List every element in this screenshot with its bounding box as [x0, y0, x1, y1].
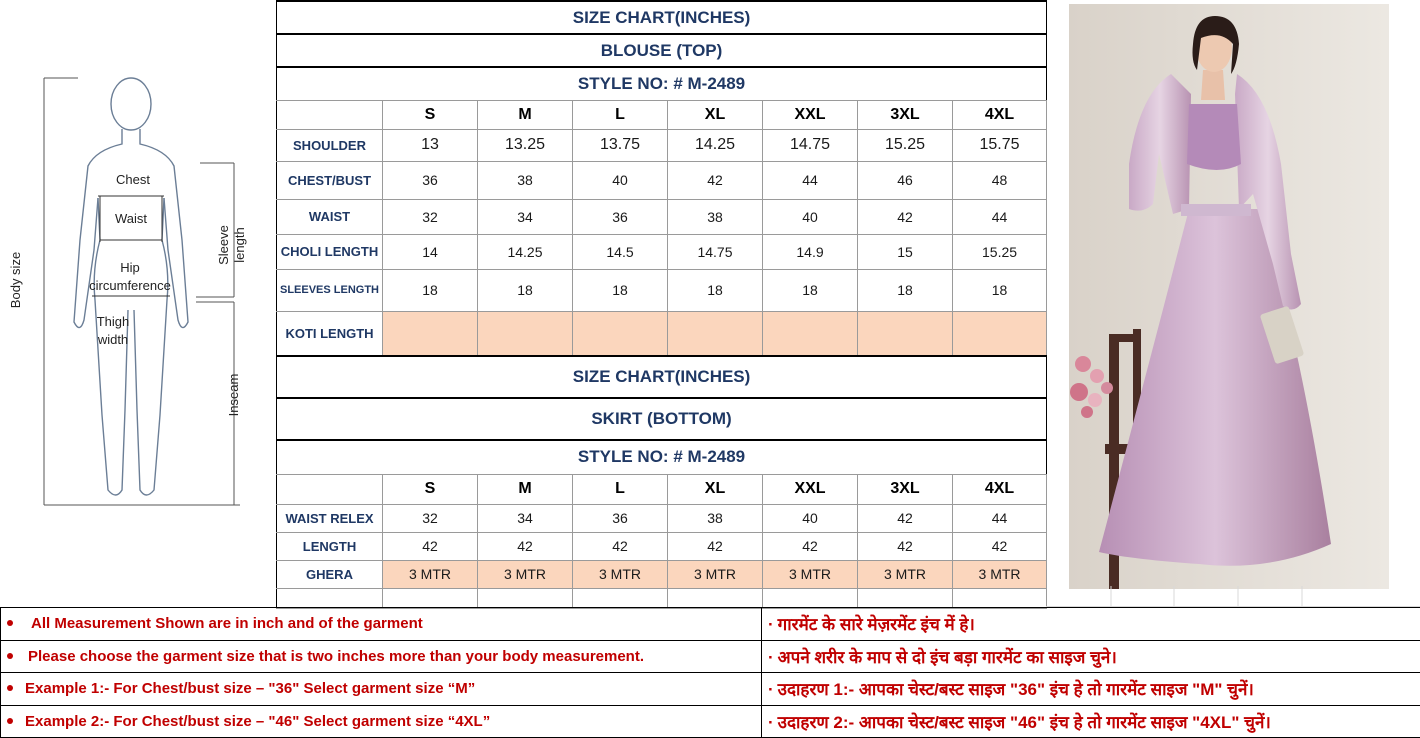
notes-table: [0, 607, 1420, 738]
table-cell: [858, 311, 953, 356]
table-cell: 18: [953, 269, 1047, 311]
table-cell: 40: [573, 161, 668, 199]
size-header: 3XL: [858, 474, 953, 504]
table-cell: 18: [858, 269, 953, 311]
filler-cell: [763, 588, 858, 608]
row-label: WAIST RELEX: [277, 504, 383, 532]
table-cell: 18: [478, 269, 573, 311]
table-cell: 13.25: [478, 129, 573, 161]
table-cell: 42: [858, 504, 953, 532]
table-cell: [953, 311, 1047, 356]
table-cell: [573, 311, 668, 356]
table-cell: 42: [668, 532, 763, 560]
table-cell: 44: [953, 199, 1047, 234]
note-hindi: उदाहरण 2:- आपका चेस्ट/बस्ट साइज "46" इंच हे तो गारमेंट साइज "4XL" चुनें।: [777, 712, 1271, 732]
size-header: 4XL: [953, 474, 1047, 504]
blouse-size-header-row: [277, 100, 1047, 129]
size-header: L: [573, 474, 668, 504]
label-thigh-width: width: [97, 332, 129, 347]
table-cell: 42: [953, 532, 1047, 560]
table-cell: [478, 311, 573, 356]
table-cell: 38: [668, 504, 763, 532]
table-cell: 14.5: [573, 234, 668, 269]
table-row: [277, 311, 1047, 356]
table-cell: 18: [383, 269, 478, 311]
table-cell: 40: [763, 199, 858, 234]
table-cell: 32: [383, 199, 478, 234]
row-label: CHOLI LENGTH: [277, 234, 383, 269]
table-cell: 3 MTR: [668, 560, 763, 588]
table-row: [277, 532, 1047, 560]
table-cell: 34: [478, 504, 573, 532]
note-row: [1, 640, 1420, 673]
body-measurement-diagram: [0, 0, 276, 607]
bullet-icon: [7, 653, 13, 659]
table-cell: 15.25: [858, 129, 953, 161]
size-header: L: [573, 100, 668, 129]
row-label: CHEST/BUST: [277, 161, 383, 199]
table-row: [277, 161, 1047, 199]
table-cell: 42: [763, 532, 858, 560]
table-cell: 44: [763, 161, 858, 199]
table-cell: 18: [573, 269, 668, 311]
table-cell: 36: [573, 504, 668, 532]
row-label: SLEEVES LENGTH: [277, 269, 383, 311]
filler-cell: [668, 588, 763, 608]
label-thigh: Thigh: [96, 314, 130, 329]
row-label: LENGTH: [277, 532, 383, 560]
table-cell: 14.75: [763, 129, 858, 161]
table-cell: [383, 311, 478, 356]
size-chart-table: [276, 0, 1047, 609]
filler-row: [277, 588, 1047, 608]
skirt-section-title: SKIRT (BOTTOM): [277, 398, 1047, 440]
row-label: GHERA: [277, 560, 383, 588]
table-cell: 40: [763, 504, 858, 532]
table-row: [277, 129, 1047, 161]
size-header: XXL: [763, 100, 858, 129]
table-cell: 3 MTR: [478, 560, 573, 588]
note-english: Example 1:- For Chest/bust size – "36" Select garment size “M”: [25, 680, 476, 698]
table-cell: 15: [858, 234, 953, 269]
corner-cell: [277, 474, 383, 504]
table-cell: 14.25: [478, 234, 573, 269]
label-waist: Waist: [114, 211, 148, 226]
table-cell: 42: [668, 161, 763, 199]
note-english: All Measurement Shown are in inch and of the garment: [31, 615, 423, 633]
table-cell: 13.75: [573, 129, 668, 161]
table-row: [277, 269, 1047, 311]
table-cell: 46: [858, 161, 953, 199]
filler-cell: [277, 588, 383, 608]
size-header: XL: [668, 100, 763, 129]
table-cell: 42: [573, 532, 668, 560]
dot-icon: ·: [768, 615, 774, 635]
table-cell: 15.75: [953, 129, 1047, 161]
filler-cell: [383, 588, 478, 608]
note-row: [1, 608, 1420, 641]
size-header: XXL: [763, 474, 858, 504]
table-cell: 18: [668, 269, 763, 311]
table-cell: 34: [478, 199, 573, 234]
label-inseam: Inseam: [226, 373, 241, 417]
note-hindi: गारमेंट के सारे मेज़रमेंट इंच में हे।: [777, 615, 975, 635]
table-row: [277, 199, 1047, 234]
table-cell: 3 MTR: [763, 560, 858, 588]
note-english: Please choose the garment size that is two inches more than your body measurement.: [28, 647, 645, 665]
table-cell: 48: [953, 161, 1047, 199]
table-row: [277, 234, 1047, 269]
blouse-shape: [1187, 104, 1241, 170]
table-cell: 42: [478, 532, 573, 560]
table-row: [277, 560, 1047, 588]
filler-cell: [573, 588, 668, 608]
table-cell: 3 MTR: [858, 560, 953, 588]
table-cell: 36: [573, 199, 668, 234]
label-body-size: Body size: [8, 251, 23, 309]
table-cell: 36: [383, 161, 478, 199]
row-label: SHOULDER: [277, 129, 383, 161]
filler-cell: [858, 588, 953, 608]
table-cell: 14.9: [763, 234, 858, 269]
waistband: [1181, 204, 1251, 216]
table-cell: 14.75: [668, 234, 763, 269]
table-cell: 14.25: [668, 129, 763, 161]
blouse-chart-title: SIZE CHART(INCHES): [277, 1, 1047, 34]
filler-cell: [953, 588, 1047, 608]
table-row: [277, 504, 1047, 532]
table-cell: 3 MTR: [383, 560, 478, 588]
table-cell: 14: [383, 234, 478, 269]
right-grid-lines: [1046, 586, 1420, 607]
table-cell: [763, 311, 858, 356]
size-header: S: [383, 100, 478, 129]
blouse-style-no: STYLE NO: # M-2489: [277, 67, 1047, 100]
label-chest: Chest: [116, 172, 150, 187]
table-cell: 38: [478, 161, 573, 199]
table-cell: 42: [383, 532, 478, 560]
row-label: WAIST: [277, 199, 383, 234]
bullet-icon: [7, 718, 13, 724]
bullet-icon: [7, 620, 13, 626]
label-hip-circumference: circumference: [89, 278, 171, 293]
note-row: [1, 673, 1420, 706]
size-header: 4XL: [953, 100, 1047, 129]
filler-cell: [478, 588, 573, 608]
skirt-size-header-row: [277, 474, 1047, 504]
bullet-icon: [7, 685, 13, 691]
table-cell: 42: [858, 532, 953, 560]
table-cell: 3 MTR: [953, 560, 1047, 588]
table-cell: 38: [668, 199, 763, 234]
dot-icon: ·: [768, 680, 774, 700]
corner-cell: [277, 100, 383, 129]
row-label: KOTI LENGTH: [277, 311, 383, 356]
label-sleeve: Sleeve: [216, 225, 231, 265]
model-photo: [1069, 4, 1389, 589]
table-cell: 32: [383, 504, 478, 532]
note-hindi: उदाहरण 1:- आपका चेस्ट/बस्ट साइज "36" इंच हे तो गारमेंट साइज "M" चुनें।: [777, 680, 1254, 700]
neck: [1201, 70, 1225, 100]
skirt-chart-title: SIZE CHART(INCHES): [277, 356, 1047, 398]
dot-icon: ·: [768, 712, 774, 732]
table-cell: 18: [763, 269, 858, 311]
table-cell: [668, 311, 763, 356]
table-cell: 3 MTR: [573, 560, 668, 588]
table-cell: 42: [858, 199, 953, 234]
note-english: Example 2:- For Chest/bust size – "46" Select garment size “4XL”: [25, 712, 491, 730]
size-header: 3XL: [858, 100, 953, 129]
label-hip: Hip: [120, 260, 140, 275]
label-sleeve-length: length: [232, 227, 247, 263]
table-cell: 13: [383, 129, 478, 161]
table-cell: 44: [953, 504, 1047, 532]
size-header: S: [383, 474, 478, 504]
note-hindi: अपने शरीर के माप से दो इंच बड़ा गारमेंट का साइज चुने।: [777, 647, 1117, 667]
note-row: [1, 705, 1420, 738]
size-header: M: [478, 100, 573, 129]
table-cell: 15.25: [953, 234, 1047, 269]
dot-icon: ·: [768, 647, 774, 667]
blouse-section-title: BLOUSE (TOP): [277, 34, 1047, 67]
size-header: M: [478, 474, 573, 504]
skirt-style-no: STYLE NO: # M-2489: [277, 440, 1047, 474]
size-header: XL: [668, 474, 763, 504]
